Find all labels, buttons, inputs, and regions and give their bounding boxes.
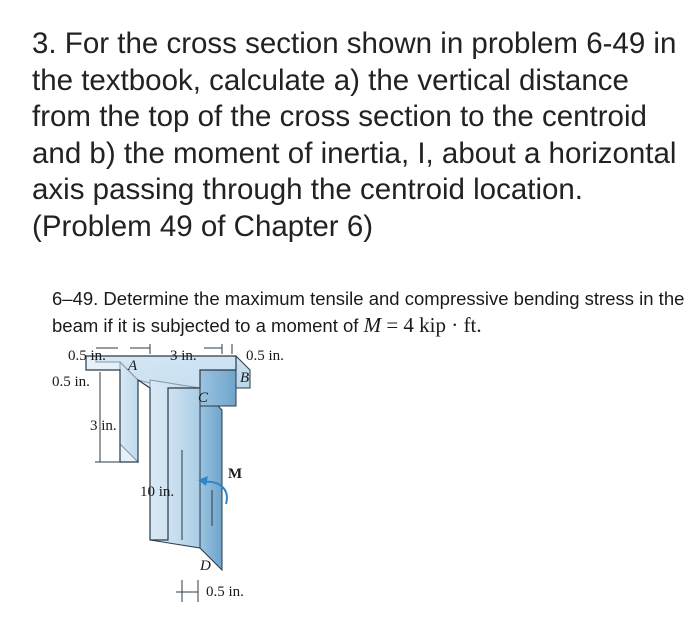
dim-web-height: 10 in. (140, 484, 175, 500)
moment-expression (364, 313, 482, 337)
point-a-label: A (128, 358, 138, 374)
dim-top-right: 0.5 in. (246, 348, 284, 364)
point-b-label: B (240, 370, 250, 386)
problem-statement-text: 6–49. Determine the maximum tensile and compressive bending stress in the beam if it is subjected to a moment of (52, 288, 685, 336)
moment-value: = 4 kip · ft. (381, 313, 482, 337)
moment-symbol: M (363, 313, 382, 337)
dim-top-left-flange: 0.5 in. (68, 348, 106, 364)
dim-bottom-thickness: 0.5 in. (206, 584, 244, 600)
dim-top-left-thickness: 0.5 in. (52, 374, 90, 390)
point-d-label: D (200, 558, 211, 574)
question-text: 3. For the cross section shown in problem 6-49 in the textbook, calculate a) the vertical distance from the top of the cross section to the centroid and b) the moment of inertia, I, about a horizontal axis passing through the centroid location. (Problem 49 of Chapter 6) (32, 27, 677, 243)
point-c-label: C (198, 390, 209, 406)
beam-cross-section-figure (0, 330, 340, 630)
moment-label: M (228, 466, 243, 482)
dim-top-middle: 3 in. (170, 348, 197, 364)
dim-left-leg-height: 3 in. (90, 418, 117, 434)
